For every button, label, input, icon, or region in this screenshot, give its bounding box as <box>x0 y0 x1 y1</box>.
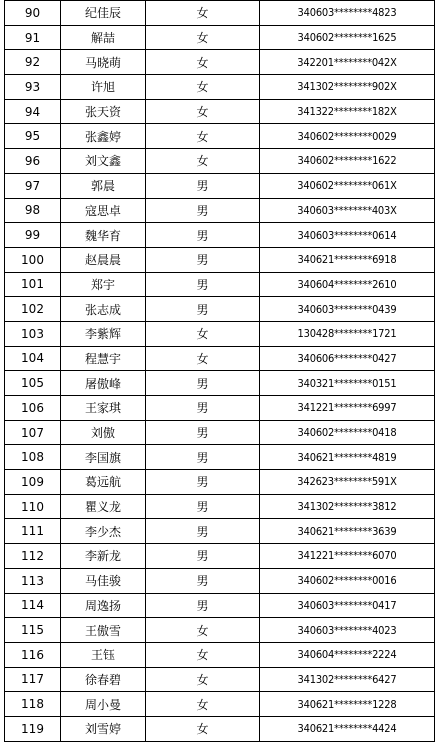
row-number-cell: 112 <box>5 544 61 569</box>
gender-cell: 男 <box>146 371 260 396</box>
id-number-cell: 340602********0418 <box>260 420 435 445</box>
row-number-cell: 101 <box>5 272 61 297</box>
gender-cell: 女 <box>146 642 260 667</box>
gender-cell: 男 <box>146 470 260 495</box>
id-number-cell: 340602********0029 <box>260 124 435 149</box>
id-number-cell: 340621********3639 <box>260 519 435 544</box>
name-cell: 李国旗 <box>61 445 146 470</box>
name-cell: 许旭 <box>61 75 146 100</box>
gender-cell: 男 <box>146 519 260 544</box>
gender-cell: 男 <box>146 544 260 569</box>
table-row <box>5 149 435 174</box>
student-roster-table <box>4 0 435 742</box>
table-row <box>5 420 435 445</box>
table-row <box>5 519 435 544</box>
row-number-cell: 115 <box>5 618 61 643</box>
name-cell: 李少杰 <box>61 519 146 544</box>
table-row <box>5 223 435 248</box>
id-number-cell: 340321********0151 <box>260 371 435 396</box>
table-row <box>5 618 435 643</box>
table-row <box>5 445 435 470</box>
row-number-cell: 108 <box>5 445 61 470</box>
id-number-cell: 340604********2224 <box>260 642 435 667</box>
table-row <box>5 716 435 741</box>
id-number-cell: 340606********0427 <box>260 346 435 371</box>
name-cell: 刘文鑫 <box>61 149 146 174</box>
row-number-cell: 94 <box>5 99 61 124</box>
table-row <box>5 396 435 421</box>
row-number-cell: 90 <box>5 1 61 26</box>
id-number-cell: 340602********1622 <box>260 149 435 174</box>
name-cell: 李新龙 <box>61 544 146 569</box>
row-number-cell: 103 <box>5 321 61 346</box>
name-cell: 刘雪婷 <box>61 716 146 741</box>
id-number-cell: 340602********1625 <box>260 25 435 50</box>
gender-cell: 男 <box>146 173 260 198</box>
gender-cell: 男 <box>146 420 260 445</box>
gender-cell: 男 <box>146 593 260 618</box>
table-row <box>5 297 435 322</box>
row-number-cell: 96 <box>5 149 61 174</box>
table-row <box>5 371 435 396</box>
row-number-cell: 117 <box>5 667 61 692</box>
roster-body <box>5 1 435 742</box>
row-number-cell: 105 <box>5 371 61 396</box>
name-cell: 刘傲 <box>61 420 146 445</box>
name-cell: 张志成 <box>61 297 146 322</box>
row-number-cell: 107 <box>5 420 61 445</box>
gender-cell: 女 <box>146 667 260 692</box>
name-cell: 王家琪 <box>61 396 146 421</box>
table-row <box>5 25 435 50</box>
row-number-cell: 92 <box>5 50 61 75</box>
table-row <box>5 272 435 297</box>
name-cell: 周小曼 <box>61 692 146 717</box>
table-row <box>5 173 435 198</box>
id-number-cell: 340602********0016 <box>260 568 435 593</box>
id-number-cell: 340603********0417 <box>260 593 435 618</box>
name-cell: 张鑫婷 <box>61 124 146 149</box>
row-number-cell: 97 <box>5 173 61 198</box>
id-number-cell: 341302********3812 <box>260 494 435 519</box>
gender-cell: 女 <box>146 25 260 50</box>
id-number-cell: 130428********1721 <box>260 321 435 346</box>
row-number-cell: 91 <box>5 25 61 50</box>
gender-cell: 女 <box>146 692 260 717</box>
table-row <box>5 75 435 100</box>
id-number-cell: 340621********4819 <box>260 445 435 470</box>
name-cell: 徐春碧 <box>61 667 146 692</box>
id-number-cell: 342623********591X <box>260 470 435 495</box>
id-number-cell: 340621********4424 <box>260 716 435 741</box>
gender-cell: 女 <box>146 618 260 643</box>
id-number-cell: 340621********6918 <box>260 247 435 272</box>
table-row <box>5 642 435 667</box>
row-number-cell: 102 <box>5 297 61 322</box>
gender-cell: 女 <box>146 321 260 346</box>
row-number-cell: 98 <box>5 198 61 223</box>
row-number-cell: 93 <box>5 75 61 100</box>
table-row <box>5 692 435 717</box>
name-cell: 魏华育 <box>61 223 146 248</box>
gender-cell: 男 <box>146 272 260 297</box>
id-number-cell: 340603********0614 <box>260 223 435 248</box>
id-number-cell: 342201********042X <box>260 50 435 75</box>
row-number-cell: 116 <box>5 642 61 667</box>
row-number-cell: 114 <box>5 593 61 618</box>
id-number-cell: 340603********403X <box>260 198 435 223</box>
name-cell: 马佳骏 <box>61 568 146 593</box>
id-number-cell: 341221********6070 <box>260 544 435 569</box>
id-number-cell: 340621********1228 <box>260 692 435 717</box>
name-cell: 王傲雪 <box>61 618 146 643</box>
gender-cell: 女 <box>146 50 260 75</box>
id-number-cell: 340603********4823 <box>260 1 435 26</box>
gender-cell: 男 <box>146 568 260 593</box>
id-number-cell: 340602********061X <box>260 173 435 198</box>
row-number-cell: 100 <box>5 247 61 272</box>
name-cell: 郭晨 <box>61 173 146 198</box>
gender-cell: 女 <box>146 99 260 124</box>
table-row <box>5 494 435 519</box>
table-row <box>5 124 435 149</box>
name-cell: 程慧宇 <box>61 346 146 371</box>
table-row <box>5 99 435 124</box>
row-number-cell: 118 <box>5 692 61 717</box>
name-cell: 张天资 <box>61 99 146 124</box>
gender-cell: 男 <box>146 445 260 470</box>
table-row <box>5 247 435 272</box>
name-cell: 瞿义龙 <box>61 494 146 519</box>
name-cell: 马晓萌 <box>61 50 146 75</box>
gender-cell: 女 <box>146 346 260 371</box>
id-number-cell: 341302********6427 <box>260 667 435 692</box>
row-number-cell: 113 <box>5 568 61 593</box>
id-number-cell: 340603********0439 <box>260 297 435 322</box>
name-cell: 屠傲峰 <box>61 371 146 396</box>
gender-cell: 男 <box>146 297 260 322</box>
name-cell: 葛远航 <box>61 470 146 495</box>
table-row <box>5 544 435 569</box>
name-cell: 解喆 <box>61 25 146 50</box>
row-number-cell: 104 <box>5 346 61 371</box>
table-row <box>5 346 435 371</box>
gender-cell: 男 <box>146 223 260 248</box>
name-cell: 王钰 <box>61 642 146 667</box>
name-cell: 纪佳辰 <box>61 1 146 26</box>
row-number-cell: 111 <box>5 519 61 544</box>
table-row <box>5 593 435 618</box>
gender-cell: 男 <box>146 396 260 421</box>
gender-cell: 女 <box>146 149 260 174</box>
table-row <box>5 198 435 223</box>
gender-cell: 男 <box>146 198 260 223</box>
row-number-cell: 99 <box>5 223 61 248</box>
id-number-cell: 341221********6997 <box>260 396 435 421</box>
gender-cell: 男 <box>146 247 260 272</box>
table-row <box>5 50 435 75</box>
name-cell: 寇思卓 <box>61 198 146 223</box>
row-number-cell: 110 <box>5 494 61 519</box>
row-number-cell: 95 <box>5 124 61 149</box>
row-number-cell: 106 <box>5 396 61 421</box>
name-cell: 赵晨晨 <box>61 247 146 272</box>
name-cell: 郑宇 <box>61 272 146 297</box>
gender-cell: 男 <box>146 494 260 519</box>
gender-cell: 女 <box>146 75 260 100</box>
table-row <box>5 667 435 692</box>
id-number-cell: 341302********902X <box>260 75 435 100</box>
table-row <box>5 1 435 26</box>
id-number-cell: 341322********182X <box>260 99 435 124</box>
table-row <box>5 321 435 346</box>
gender-cell: 女 <box>146 1 260 26</box>
id-number-cell: 340603********4023 <box>260 618 435 643</box>
name-cell: 周逸扬 <box>61 593 146 618</box>
name-cell: 李紫辉 <box>61 321 146 346</box>
table-row <box>5 568 435 593</box>
row-number-cell: 109 <box>5 470 61 495</box>
id-number-cell: 340604********2610 <box>260 272 435 297</box>
gender-cell: 女 <box>146 716 260 741</box>
table-row <box>5 470 435 495</box>
gender-cell: 女 <box>146 124 260 149</box>
row-number-cell: 119 <box>5 716 61 741</box>
